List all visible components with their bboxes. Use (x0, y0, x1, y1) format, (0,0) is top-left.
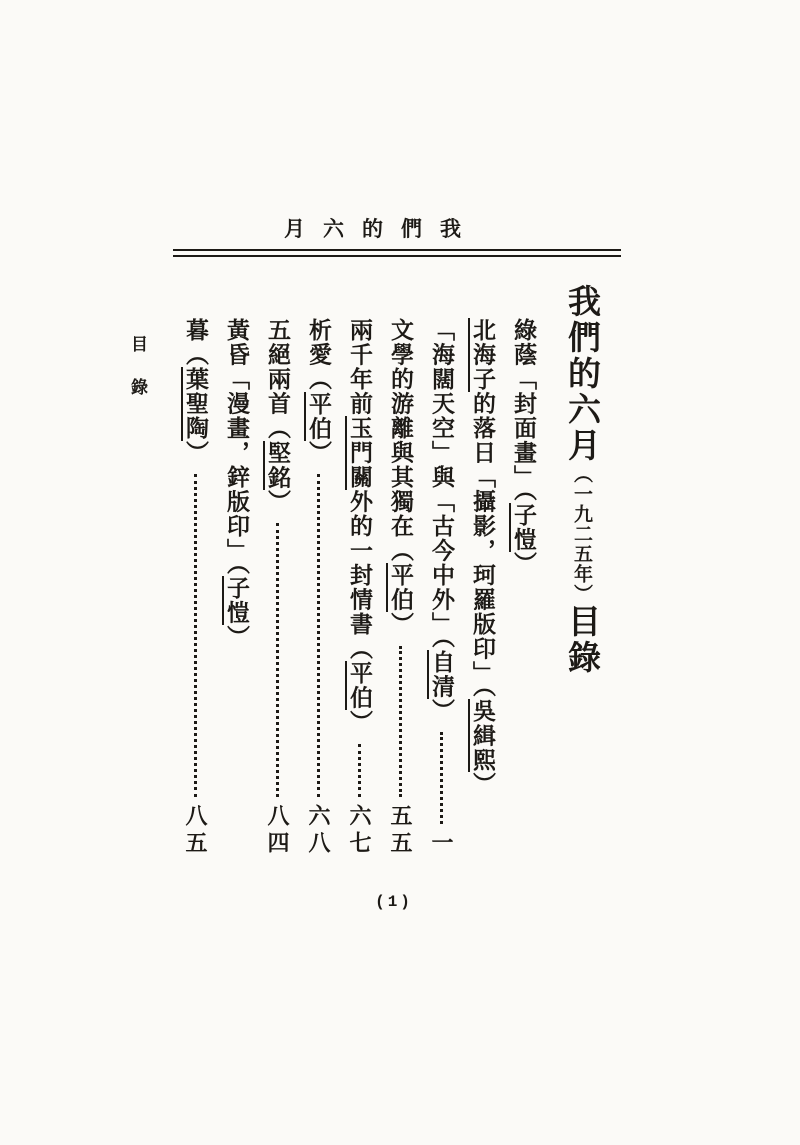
entry-page-number: 一 (429, 831, 454, 858)
entry-page-number: 六八 (306, 804, 331, 858)
dot-leader (339, 744, 380, 798)
toc-title-year: （一九二五年） (571, 464, 592, 604)
entry-title (380, 318, 421, 637)
entry-title-text: ） (388, 612, 413, 637)
toc-entry (380, 318, 421, 858)
entry-page-number: 八四 (265, 804, 290, 858)
entry-page-number: 五五 (388, 804, 413, 858)
entry-title (339, 318, 380, 735)
entry-title (298, 318, 339, 465)
toc-title-main: 我們的六月 (563, 284, 599, 464)
running-header: 月六的們我 (284, 217, 479, 241)
entry-title-text: 兩千年前 (347, 318, 372, 416)
proper-noun-mark: 平伯 (306, 391, 331, 441)
dot-leader (380, 646, 421, 798)
proper-noun-mark: 子愷 (511, 502, 536, 552)
entry-title-text: 文學的游離與其獨在（ (388, 318, 413, 563)
toc-entry (462, 318, 503, 858)
toc-title (544, 284, 618, 858)
entry-title-text: ） (429, 698, 454, 723)
proper-noun-mark: 堅銘 (265, 440, 290, 490)
entry-title-text: ） (347, 710, 372, 735)
entry-title-text: ） (511, 551, 536, 576)
toc-entry (257, 318, 298, 858)
entry-title-text: 黃昏「漫畫，鋅版印」（ (224, 318, 249, 576)
entry-title (216, 318, 257, 650)
proper-noun-mark: 子愷 (224, 576, 249, 625)
entry-title (503, 318, 544, 576)
proper-noun-mark: 北海子 (470, 318, 495, 392)
proper-noun-mark: 玉門關 (347, 416, 372, 490)
margin-label: 目錄 (128, 335, 147, 421)
entry-title (462, 318, 503, 797)
dot-leader (421, 732, 462, 824)
toc-entry (339, 318, 380, 858)
toc-entry (216, 318, 257, 858)
bottom-folio-page-number: (1) (375, 893, 413, 911)
entry-title-text: ） (470, 772, 495, 797)
proper-noun-mark: 平伯 (347, 661, 372, 710)
entry-page-number: 六七 (347, 804, 372, 858)
entry-title (175, 318, 216, 465)
toc-entry (175, 318, 216, 858)
toc-entry (503, 318, 544, 858)
toc-entry (298, 318, 339, 858)
proper-noun-mark: 吳緝熙 (470, 698, 495, 772)
entry-title-text: 外的一封情書（ (347, 489, 372, 661)
proper-noun-mark: 葉聖陶 (183, 367, 208, 441)
entry-title-text: ） (224, 625, 249, 650)
entry-title-text: 綠蔭「封面畫」（ (511, 318, 536, 503)
header-double-rule (173, 249, 621, 257)
entry-title-text: ） (265, 489, 290, 514)
entry-title-text: 「海闊天空」與「古今中外」（ (429, 318, 454, 650)
entry-title-text: 五絕兩首（ (265, 318, 290, 441)
entry-title-text: 暮（ (183, 318, 208, 367)
entry-title-text: 的落日「攝影，珂羅版印」（ (470, 391, 495, 699)
dot-leader (257, 523, 298, 797)
entry-title (257, 318, 298, 514)
proper-noun-mark: 自清 (429, 649, 454, 699)
entry-title-text: ） (306, 440, 331, 465)
toc-block (174, 284, 618, 858)
dot-leader (175, 474, 216, 797)
dot-leader (298, 474, 339, 797)
toc-entry (421, 318, 462, 858)
entry-title (421, 318, 462, 723)
entry-page-number: 八五 (183, 804, 208, 858)
toc-title-suffix: 目錄 (563, 604, 599, 676)
proper-noun-mark: 平伯 (388, 563, 413, 612)
entry-title-text: ） (183, 440, 208, 465)
entry-title-text: 析愛（ (306, 318, 331, 392)
